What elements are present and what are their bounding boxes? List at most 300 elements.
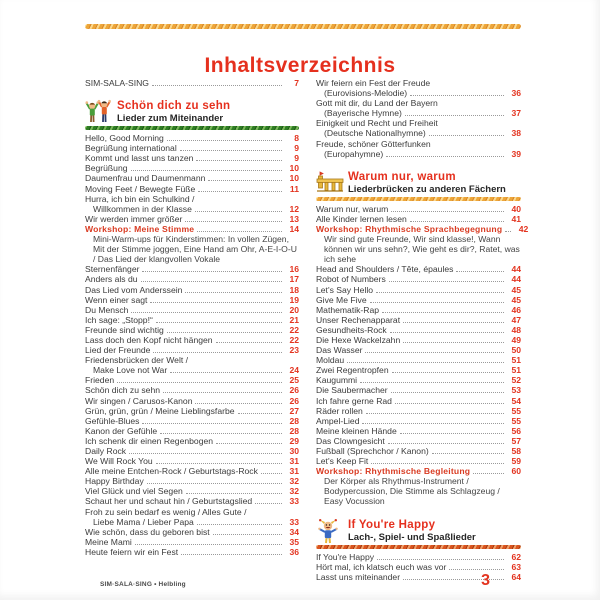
block-spacer [85,88,299,92]
toc-entry-line1 [316,139,521,149]
toc-entry-page: 53 [511,385,521,396]
toc-entry-label: Robot of Numbers [316,274,386,285]
toc-entry-label: Meine Mami [85,536,132,547]
dot-leader [198,191,282,192]
toc-entry-label: Wie schön, dass du geboren bist [85,526,210,537]
section-title: Schön dich zu sehn [117,100,231,113]
toc-entry-page: 42 [518,223,529,234]
toc-entry-page: 62 [511,551,521,562]
dot-leader [391,211,504,212]
toc-entry [316,223,529,234]
toc-entry [316,214,521,224]
toc-entry-label: Friedensbrücken der Welt / [85,355,189,366]
toc-entry-page: 59 [511,456,521,467]
section-divider-rule [316,197,521,201]
dot-leader [153,352,282,353]
dot-leader [142,423,282,424]
toc-entry [316,264,521,274]
toc-entry-page: 8 [294,133,299,144]
dot-leader [347,362,504,363]
toc-entry-label: Wir singen / Carusos-Kanon [85,395,193,406]
toc-entry-label: Happy Birthday [85,476,144,487]
toc-entry [316,274,521,284]
toc-entry-label: Einigkeit und Recht und Freiheit [316,118,438,129]
toc-entry-label: Moving Feet / Bewegte Füße [85,183,196,194]
toc-entry [85,214,299,224]
dot-leader [150,302,282,303]
toc-entry-page: 63 [511,561,521,572]
toc-entry-label: Du Mensch [85,304,129,315]
toc-entry-label: Frieden [85,375,115,386]
toc-entry-label: Workshop: Meine Stimme [85,223,195,234]
page-title: Inhaltsverzeichnis [204,54,396,78]
toc-entry [85,274,299,284]
toc-entry-label: Let's Keep Fit [316,456,369,467]
toc-entry [85,446,299,456]
toc-entry-page: 41 [511,213,521,224]
toc-entry-label: Willkommen in der Klasse [93,203,192,214]
dot-leader [163,392,282,393]
toc-entry-label: Ich schenk dir einen Regenbogen [85,435,214,446]
toc-entry-page: 33 [289,516,299,527]
toc-entry-label: (Europahymne) [324,148,384,159]
toc-entry-label: Meine kleinen Hände [316,425,397,436]
toc-entry-page: 54 [511,395,521,406]
toc-entry-page: 33 [289,496,299,507]
dot-leader [386,156,504,157]
dot-leader [156,322,282,323]
toc-entry-page: 10 [289,173,299,184]
toc-entry [85,295,299,305]
toc-entry-label: SIM-SALA-SING [85,78,149,88]
dot-leader [185,292,282,293]
footer-imprint: SIM·SALA·SING • Helbling [100,581,186,588]
dot-leader [160,433,282,434]
dot-leader [129,453,282,454]
toc-entry-page: 50 [511,345,521,356]
toc-entry-page: 46 [511,304,521,315]
toc-entry-page: 32 [289,486,299,497]
toc-entry [316,572,521,582]
toc-entry-page: 32 [289,476,299,487]
dot-leader [170,372,282,373]
toc-entry [85,476,299,486]
toc-entry-page: 26 [289,385,299,396]
toc-entry-label: Wenn einer sagt [85,294,148,305]
dot-leader [213,534,282,535]
dot-leader [362,423,504,424]
toc-entry-page: 44 [511,274,521,285]
dot-leader [410,95,504,96]
toc-entry-label: Daily Rock [85,446,127,456]
toc-entry-page: 37 [511,108,521,119]
section-title: Warum nur, warum [348,170,456,183]
toc-entry [316,204,521,214]
toc-entry [316,315,521,325]
dot-leader [366,413,504,414]
toc-entry-page: 26 [289,395,299,406]
dot-leader [371,463,504,464]
dot-leader [142,271,282,272]
toc-entry-label: Let's Say Hello [316,284,374,295]
toc-entry-label: Die Saubermacher [316,385,388,396]
toc-entry-page: 39 [511,148,521,159]
toc-entry-label: Wir feiern ein Fest der Freude [316,78,431,88]
toc-entry-label: Räder rollen [316,405,363,416]
toc-entry-page: 13 [289,213,299,224]
toc-entry-label: Hört mal, ich klatsch euch was vor [316,561,447,572]
toc-entry-label: Unser Rechenapparat [316,314,401,325]
toc-entry [85,496,299,506]
toc-entry-label: Hello, Good Morning [85,133,164,144]
toc-entry [316,562,521,572]
toc-entry [85,163,299,173]
toc-entry [316,466,521,476]
section-header [316,518,521,549]
toc-entry-page: 7 [294,78,299,88]
toc-entry-page: 45 [511,294,521,305]
dot-leader [167,140,282,141]
toc-entry-label: Make Love not War [93,365,168,376]
toc-entry-page: 40 [511,203,521,214]
block-spacer [85,557,299,561]
toc-entry [85,547,299,557]
toc-entry-label: Give Me Five [316,294,367,305]
toc-entry-page: 9 [294,143,299,154]
toc-entry-label: Ich fahre gerne Rad [316,395,392,406]
toc-entry-line1 [85,194,299,204]
toc-entry-page: 24 [289,365,299,376]
dot-leader [403,342,504,343]
toc-entry [85,133,299,143]
toc-entry-label: Die Hexe Wackelzahn [316,334,401,345]
dot-leader [117,382,282,383]
block-spacer [316,582,521,586]
toc-column-right [316,78,529,586]
toc-entry-page: 21 [289,314,299,325]
toc-entry [316,396,521,406]
toc-entry [85,345,299,355]
toc-entry-label: Schaut her und schaut hin / Geburtstagslied [85,496,253,507]
dot-leader [429,135,504,136]
toc-entry-page: 44 [511,264,521,275]
toc-entry-page: 35 [289,536,299,547]
toc-entry [85,143,299,153]
toc-entry-page: 12 [289,203,299,214]
toc-entry [85,426,299,436]
toc-entry-label: Sternenfänger [85,264,140,275]
toc-entry [85,406,299,416]
dot-leader [377,559,504,560]
toc-entry [316,436,521,446]
dot-leader [147,483,282,484]
toc-entry [316,406,521,416]
workshop-note: Mini-Warm-ups für Kinderstimmen: In vollen Zügen, Mit der Stimme joggen, Eine Hand am Ohr, A-E-I-O-U / Das Lied der klangvollen Vokale [93,234,297,265]
toc-entry-page: 60 [511,466,521,477]
toc-entry-label: Wir werden immer größer [85,213,183,224]
toc-entry-label: Das Clowngesicht [316,435,385,446]
toc-entry-line2 [85,517,299,527]
toc-entry-label: Ampel-Lied [316,415,360,426]
section-divider-rule [85,126,299,130]
toc-entry-page: 48 [511,324,521,335]
toc-entry-label: Lasst uns miteinander [316,571,401,582]
dot-leader [391,392,504,393]
dot-leader [370,302,504,303]
toc-entry-label: Alle meine Entchen-Rock / Geburtstags-Rock [85,466,258,477]
toc-entry [316,335,521,345]
toc-entry-page: 28 [289,425,299,436]
toc-entry [316,305,521,315]
dot-leader [216,342,282,343]
toc-entry-page: 22 [289,334,299,345]
dot-leader [410,221,504,222]
toc-entry-label: Begrüßung international [85,143,177,154]
dot-leader [432,453,504,454]
toc-entry [316,345,521,355]
dot-leader [135,544,282,545]
dot-leader [505,231,511,232]
toc-entry-page: 11 [289,183,299,194]
toc-entry-label: Gefühle-Blues [85,415,140,426]
toc-entry-label: Gesundheits-Rock [316,324,387,335]
toc-entry-label: Ich sage: „Stopp!“ [85,314,153,325]
dot-leader [382,312,504,313]
toc-entry-label: (Bayerische Hymne) [324,108,402,119]
toc-entry [85,416,299,426]
toc-entry [85,305,299,315]
dot-leader [255,503,282,504]
toc-entry [85,78,299,88]
toc-entry-page: 56 [511,425,521,436]
toc-entry-label: Das Lied vom Anderssein [85,284,183,295]
jester-icon [316,518,344,544]
dot-leader [131,170,282,171]
toc-entry-label: Zwei Regentropfen [316,365,389,376]
toc-entry [85,527,299,537]
dot-leader [390,332,504,333]
dot-leader [238,413,282,414]
toc-entry-line1 [85,355,299,365]
toc-entry-line1 [316,118,521,128]
toc-entry-page: 14 [289,223,299,234]
toc-entry-page: 64 [511,571,521,582]
toc-entry-label: Begrüßung [85,163,128,174]
section-header-text [316,519,521,543]
toc-entry-line1 [85,507,299,517]
toc-entry-page: 31 [289,466,299,477]
toc-entry-page: 18 [289,284,299,295]
dot-leader [195,211,282,212]
toc-entry-label: Workshop: Rhythmische Begleitung [316,466,471,477]
toc-entry [85,153,299,163]
dot-leader [152,85,282,86]
toc-entry-label: Anders als du [85,274,138,285]
section-header [85,99,299,130]
toc-entry [85,315,299,325]
toc-entry [85,173,299,183]
dot-leader [131,312,282,313]
toc-entry [85,325,299,335]
toc-entry-label: Lass doch den Kopf nicht hängen [85,334,213,345]
toc-entry [316,456,521,466]
toc-entry [316,426,521,436]
toc-entry [85,486,299,496]
toc-entry [316,552,521,562]
toc-entry-page: 16 [289,264,299,275]
toc-entry-line2 [316,108,521,118]
toc-entry-line2 [316,88,521,98]
workshop-note: Wir sind gute Freunde, Wir sind klasse!, Wann können wir uns sehn?, Wie geht es dir?, Ratet, was ich sehe [324,234,520,265]
toc-entry-label: Daumenfrau und Daumenmann [85,173,206,184]
dot-leader [196,160,282,161]
section-subtitle: Lach-, Spiel- und Spaßlieder [348,531,476,543]
toc-entry-page: 36 [289,546,299,557]
toc-entry-label: Heute feiern wir ein Fest [85,546,179,557]
dot-leader [197,524,282,525]
dot-leader [261,473,282,474]
toc-entry-page: 17 [289,274,299,285]
toc-entry [85,375,299,385]
toc-entry-page: 34 [289,526,299,537]
toc-entry-line2 [316,128,521,138]
dot-leader [167,332,282,333]
toc-entry-page: 52 [511,375,521,386]
workshop-note: Der Körper als Rhythmus-Instrument / Bodypercussion, Die Stimme als Schlagzeug / Easy Vocussion [324,476,500,507]
dot-leader [449,569,504,570]
toc-entry-label: Lied der Freunde [85,345,151,356]
block-spacer [316,507,521,511]
toc-entry [316,416,521,426]
toc-entry [85,335,299,345]
block-spacer [316,159,521,163]
toc-entry-page: 25 [289,375,299,386]
toc-column-left [85,78,299,586]
toc-entry [85,224,299,234]
toc-entry-page: 55 [511,415,521,426]
toc-entry-label: Alle Kinder lernen lesen [316,213,407,224]
toc-entry-label: Das Wasser [316,345,363,356]
toc-entry-page: 10 [289,163,299,174]
dot-leader [392,372,504,373]
toc-content [85,78,529,586]
toc-entry-page: 36 [511,88,521,99]
toc-entry-line1 [316,98,521,108]
toc-entry-label: Kanon der Gefühle [85,425,158,436]
toc-entry-label: If You're Happy [316,551,375,562]
toc-entry-label: Hurra, ich bin ein Schulkind / [85,193,195,204]
toc-entry-label: Fußball (Sprechchor / Kanon) [316,446,429,456]
toc-entry-page: 22 [289,324,299,335]
dot-leader [376,292,504,293]
dot-leader [456,271,504,272]
toc-entry [316,446,521,456]
dot-leader [216,443,282,444]
dot-leader [389,281,504,282]
toc-entry-label: Kaugummi [316,375,358,386]
dot-leader [197,231,282,232]
toc-entry-label: Liebe Mama / Lieber Papa [93,516,194,527]
section-divider-rule [316,545,521,549]
toc-entry-label: (Deutsche Nationalhymne) [324,128,426,139]
toc-entry-line2 [85,365,299,375]
toc-entry-page: 23 [289,345,299,356]
section-header-text [316,171,521,195]
dot-leader [395,403,504,404]
dot-leader [141,281,282,282]
toc-entry-line2 [85,204,299,214]
toc-entry-page: 38 [511,128,521,139]
dot-leader [208,180,282,181]
children-icon [85,99,113,125]
toc-entry-label: We Will Rock You [85,456,153,467]
toc-entry-page: 31 [289,456,299,467]
toc-entry-line1 [316,78,521,88]
toc-entry [85,264,299,274]
toc-entry-page: 51 [511,355,521,366]
toc-entry [316,285,521,295]
dot-leader [186,493,282,494]
section-header [316,170,521,201]
toc-entry-label: Freude, schöner Götterfunken [316,138,431,149]
toc-entry-page: 19 [289,294,299,305]
toc-entry-label: (Eurovisions-Melodie) [324,88,408,99]
toc-entry-page: 30 [289,446,299,456]
toc-entry-page: 47 [511,314,521,325]
dot-leader [185,221,282,222]
section-subtitle: Lieder zum Miteinander [117,113,224,125]
section-subtitle: Liederbrücken zu anderen Fächern [348,183,506,195]
toc-entry-page: 20 [289,304,299,315]
toc-entry-page: 27 [289,405,299,416]
toc-entry [85,285,299,295]
toc-entry-label: Kommt und lasst uns tanzen [85,153,194,164]
toc-entry [85,396,299,406]
page-number: 3 [481,572,490,589]
toc-entry-page: 9 [294,153,299,164]
dot-leader [405,115,504,116]
toc-entry [85,466,299,476]
dot-leader [400,433,504,434]
toc-entry [316,375,521,385]
toc-entry-page: 49 [511,334,521,345]
dot-leader [360,382,504,383]
toc-entry-page: 58 [511,446,521,456]
toc-entry-label: Grün, grün, grün / Meine Lieblingsfarbe [85,405,235,416]
toc-entry-label: Moldau [316,355,345,366]
toc-entry [316,385,521,395]
toc-entry [316,355,521,365]
toc-entry [85,436,299,446]
toc-entry [316,295,521,305]
section-title: If You're Happy [348,518,436,531]
toc-entry [85,537,299,547]
dot-leader [473,473,504,474]
toc-entry-label: Gott mit dir, du Land der Bayern [316,98,438,109]
dot-leader [180,150,282,151]
dot-leader [365,352,504,353]
toc-entry-label: Schön dich zu sehn [85,385,161,396]
toc-entry-page: 28 [289,415,299,426]
toc-entry-label: Head and Shoulders / Tête, épaules [316,264,454,275]
toc-entry-page: 29 [289,435,299,446]
toc-entry-line2 [316,149,521,159]
dot-leader [156,463,282,464]
toc-entry-label: Mathematik-Rap [316,304,380,315]
toc-entry-label: Froh zu sein bedarf es wenig / Alles Gute / [85,506,247,517]
dot-leader [195,403,282,404]
dot-leader [403,322,504,323]
